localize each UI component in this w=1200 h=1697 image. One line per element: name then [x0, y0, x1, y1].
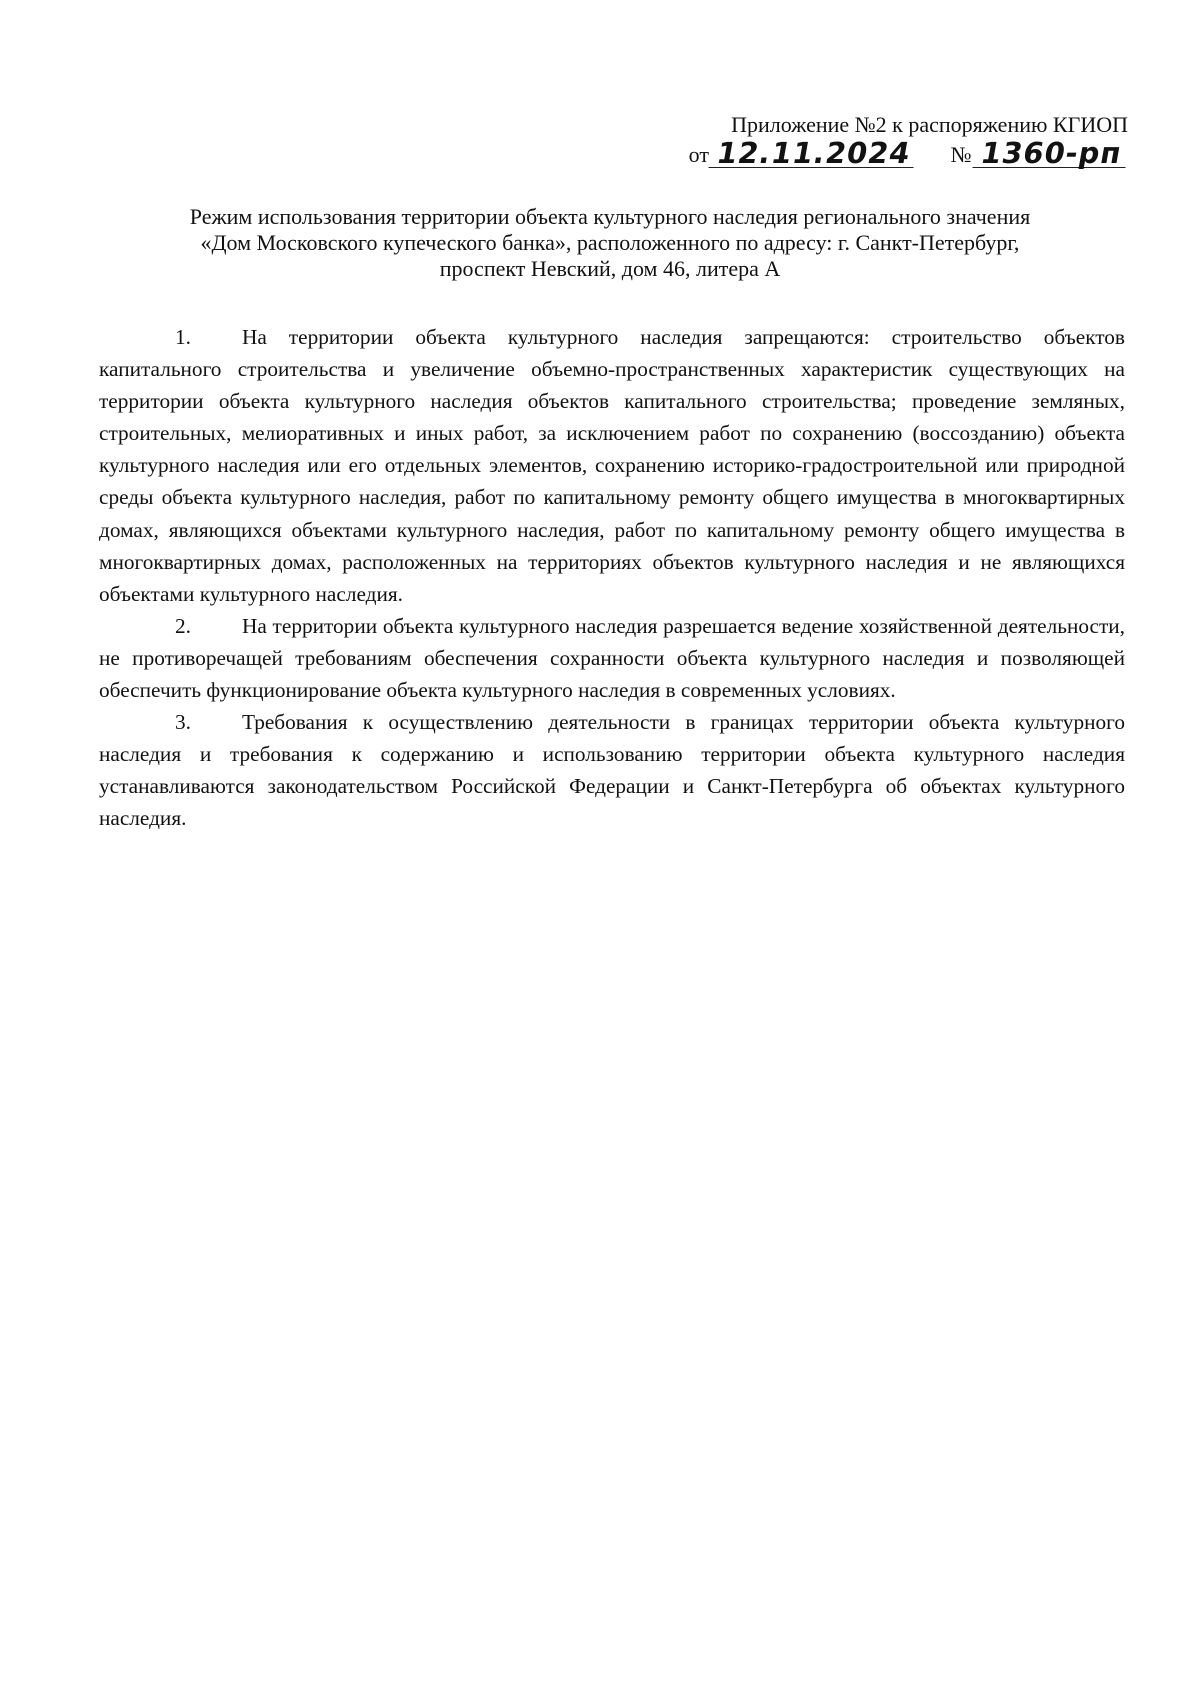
appendix-meta: [608, 136, 1128, 170]
paragraph-number: 3.: [175, 710, 191, 735]
title-line-2: «Дом Московского купеческого банка», расположенного по адресу: г. Санкт-Петербург,: [200, 230, 1020, 255]
document-title: [130, 204, 1090, 282]
paragraph-1: [99, 321, 1125, 610]
paragraph-text: На территории объекта культурного наследия запрещаются: строительство объектов капитального строительства и увеличение объемно-пространственных характеристик существующих на территории объекта культурного наследия объектов капитального строительства; проведение земляных, строительных, мелиоративных и иных работ, за исключением работ по сохранению (воссозданию) объекта культурного наследия или его отдельных элементов, сохранению историко-градостроительной или природной среды объекта культурного наследия, работ по капитальному ремонту общего имущества в многоквартирных домах, являющихся объектами культурного наследия, работ по капитальному ремонту общего имущества в многоквартирных домах, расположенных на территориях объектов культурного наследия и не являющихся объектами культурного наследия.: [99, 325, 1125, 606]
number-label: №: [950, 142, 972, 167]
date-label: от: [688, 142, 709, 167]
handwritten-date: 12.11.2024: [708, 139, 919, 168]
appendix-title: Приложение №2 к распоряжению КГИОП: [731, 112, 1128, 137]
paragraph-2: [99, 610, 1125, 706]
title-line-1: Режим использования территории объекта культурного наследия регионального значения: [189, 204, 1031, 229]
paragraph-text: На территории объекта культурного наследия разрешается ведение хозяйственной деятельности, не противоречащей требованиям обеспечения сохранности объекта культурного наследия и позволяющей обеспечить функционирование объекта культурного наследия в современных условиях.: [99, 613, 1125, 703]
paragraph-text: Требования к осуществлению деятельности в границах территории объекта культурного наследия и требования к содержанию и использованию территории объекта культурного наследия устанавливаются законодательством Российской Федерации и Санкт-Петербурга об объектах культурного наследия.: [99, 710, 1125, 831]
title-line-3: проспект Невский, дом 46, литера А: [439, 256, 781, 281]
paragraph-number: 2.: [175, 613, 191, 638]
appendix-header: [608, 112, 1128, 168]
handwritten-number: 1360-рп: [973, 139, 1131, 168]
paragraph-3: [99, 706, 1125, 834]
document-body: [99, 321, 1125, 835]
paragraph-number: 1.: [175, 325, 191, 349]
